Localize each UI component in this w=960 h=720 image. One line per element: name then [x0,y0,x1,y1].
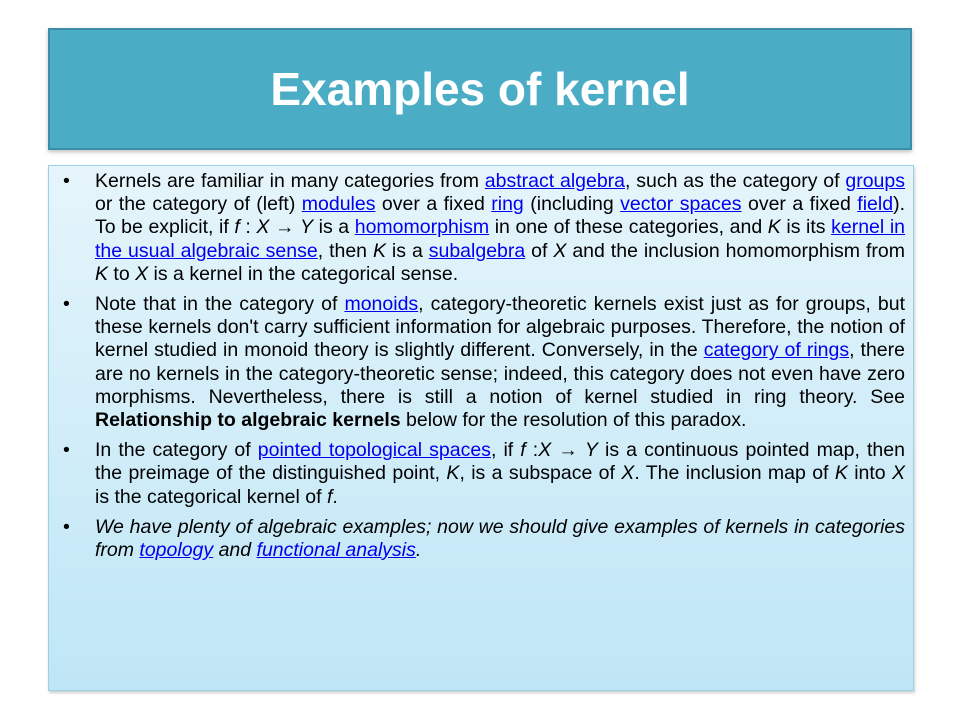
bullet-text: Y [300,216,314,239]
bullet-text: is a [385,239,429,262]
bullet-text: K [95,262,109,285]
bullet-text: or the category of (left) [95,193,302,216]
link-field[interactable]: field [857,193,894,216]
bullet-text: X [553,239,567,262]
bullet-text: K [834,462,848,485]
bullet-item [63,516,905,562]
link-ring[interactable]: ring [491,193,524,216]
bullet-text: is a kernel in the categorical sense. [148,262,459,285]
slide-title: Examples of kernel [270,63,690,115]
link-abstract-algebra[interactable]: abstract algebra [484,170,626,192]
link-pointed-topological-spaces[interactable]: pointed topological spaces [257,439,491,462]
link-subalgebra[interactable]: subalgebra [428,239,526,262]
bullet-text: : [239,216,257,239]
bullet-text: into [847,462,892,485]
link-monoids[interactable]: monoids [344,293,419,316]
bullet-text: (including [523,193,621,216]
bullet-text: Note that in the category of [95,293,345,316]
bullet-text: X [135,262,149,285]
link-homomorphism[interactable]: homomorphism [354,216,490,239]
bullet-text: . [415,539,422,562]
bullet-text: and the inclusion homomorphism from [566,239,905,262]
bullet-marker: • [63,293,70,316]
bullet-item [63,293,905,432]
link-vector-spaces[interactable]: vector spaces [620,193,742,216]
bullet-text: . [332,485,338,508]
bullet-text: in one of these categories, and [489,216,768,239]
bullet-text: f [234,216,240,239]
link-category-of-rings[interactable]: category of rings [703,339,850,362]
link-modules[interactable]: modules [301,193,376,216]
bullet-text: X [621,462,635,485]
bullet-text: , such as the category of [625,170,846,192]
bullet-text: is the categorical kernel of [95,485,327,508]
bullet-text: K [767,216,781,239]
bullet-text: . The inclusion map of [634,462,835,485]
link-topology[interactable]: topology [139,539,214,562]
bullet-text: : [525,439,539,462]
bullet-text: Kernels are familiar in many categories from [95,170,485,192]
bullet-text: is a [313,216,355,239]
slide-title-banner [48,28,912,150]
bullet-text: → [269,216,301,239]
bullet-text: K [372,239,386,262]
bullet-marker: • [63,170,70,192]
bullet-text: In the category of [95,439,258,462]
bullet-text: Relationship to algebraic kernels [95,409,401,432]
bullet-marker: • [63,439,70,462]
bullet-text: over a fixed [375,193,492,216]
link-kernel-in-the-usual-algebraic-sense[interactable]: kernel in the usual algebraic sense [95,216,905,262]
bullet-text: X [256,216,270,239]
bullet-text: f [326,485,333,508]
bullet-text: to [108,262,136,285]
bullet-text: , category-theoretic kernels exist just as for groups, but these kernels don't carry sufficient information for algebraic purposes. Therefore, the notion of kernel studied in monoid theory is slightly different. Conversely, in the [95,293,905,362]
bullet-text: f [520,439,526,462]
link-groups[interactable]: groups [845,170,905,192]
bullet-text: over a fixed [741,193,858,216]
bullet-text: below for the resolution of this paradox. [400,409,747,432]
bullet-item [63,439,905,509]
bullet-text: , there are no kernels in the category-theoretic sense; indeed, this category does not even have zero morphisms. Nevertheless, there is still a notion of kernel studied in ring theory. See [95,339,905,408]
bullet-text: and [213,539,257,562]
bullet-text: → [551,439,585,462]
bullet-text: , is a subspace of [459,462,622,485]
bullet-text: is a continuous pointed map, then the preimage of the distinguished point, [95,439,905,485]
bullet-list [63,170,905,562]
slide-content [48,165,914,691]
bullet-text: X [892,462,906,485]
bullet-text: ). To be explicit, if [95,193,905,239]
bullet-marker: • [63,515,70,538]
link-functional-analysis[interactable]: functional analysis [256,539,416,562]
bullet-item [63,170,905,286]
bullet-text: , if [490,439,521,462]
bullet-text: X [538,439,552,462]
bullet-text: We have plenty of algebraic examples; now we should give examples of kernels in categories from [95,515,905,562]
bullet-text: , then [317,239,373,262]
bullet-text: Y [584,439,598,462]
bullet-text: K [446,462,460,485]
bullet-text: is its [780,216,832,239]
bullet-text: of [525,239,554,262]
